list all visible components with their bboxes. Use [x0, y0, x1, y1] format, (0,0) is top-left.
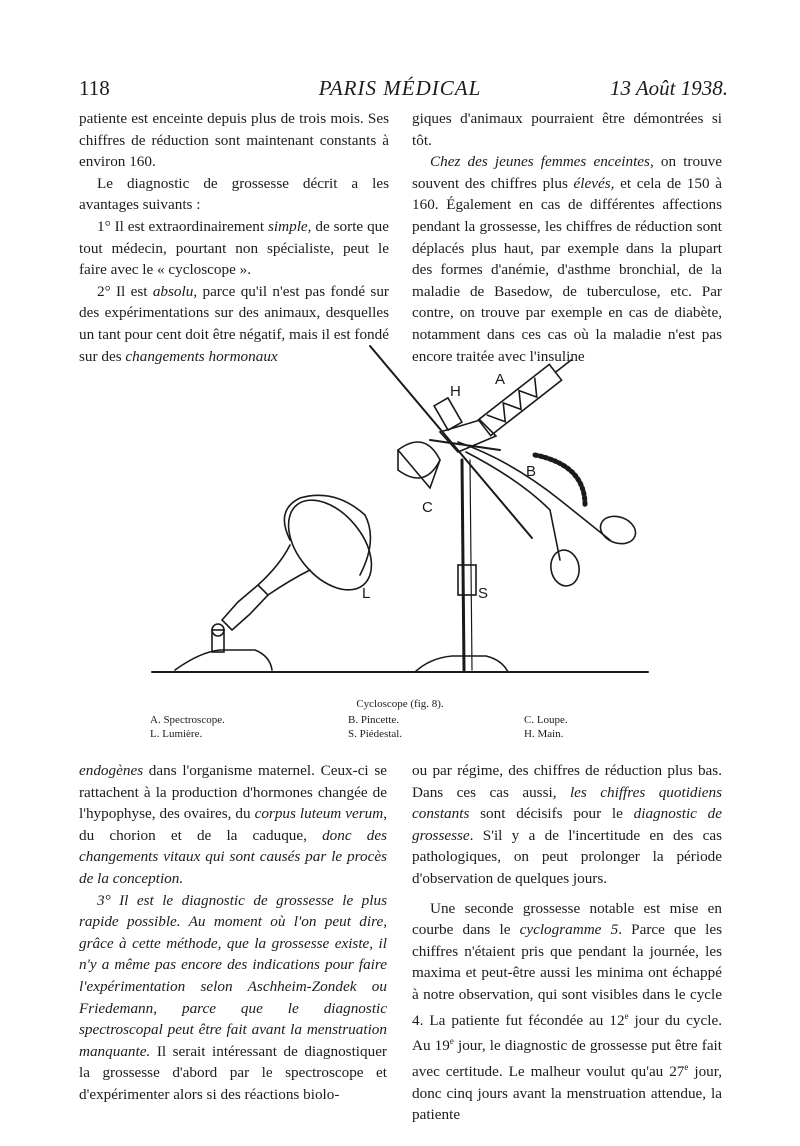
legend-l: L. Lumière.	[150, 728, 203, 740]
paragraph: patiente est enceinte depuis plus de trois mois. Ses chiffres de réduction sont maintenant constants à environ 160.	[79, 110, 389, 171]
lamp-neck	[222, 585, 268, 630]
label-s: S	[478, 585, 489, 602]
lamp-bulb	[258, 545, 290, 585]
paragraph: Chez des jeunes femmes enceintes, on trouve souvent des chiffres plus élevés, et cela de 150 à 160. Également en cas de différentes affections pendant la grossesse, les chiffres de réduction sont déplacés plus haut, par exemple dans la plupart des formes d'anémie, d'asthme bronchial, de la maladie de Basedow, de tuberculose, etc. Par contre, on trouve par exemple en cas de diabète, notamment dans ces cas où la maladie n'est pas encore traitée avec l'insuline	[412, 153, 722, 365]
bottom-right-column	[412, 760, 722, 1126]
page-number: 118	[79, 76, 110, 100]
cycloscope-figure	[140, 340, 660, 680]
paragraph: Une seconde grossesse notable est mise en courbe dans le cyclogramme 5. Parce que les chiffres n'étaient pris que pendant la journée, les maxima et peut-être aussi les minima ont échappé à notre observation, qui sont visibles dans le cycle 4. La patiente fut fécondée au 12e jour du cycle. Au 19e jour, le diagnostic de grossesse put être fait avec certitude. Le malheur voulut qu'au 27e jour, donc cinq jours avant la menstruation attendue, la patiente	[412, 899, 722, 1124]
legend-b: B. Pincette.	[348, 714, 400, 726]
pedestal-foot	[415, 656, 508, 672]
paragraph: Le diagnostic de grossesse décrit a les avantages suivants :	[79, 174, 389, 214]
bottom-left-column	[79, 760, 387, 1106]
loupe	[398, 442, 440, 478]
legend-h: H. Main.	[524, 728, 564, 740]
hand-holder	[434, 398, 462, 430]
legend-s: S. Piédestal.	[348, 728, 403, 740]
paragraph: 3° Il est le diagnostic de grossesse le plus rapide possible. Au moment où l'on peut dire, grâce à cette méthode, que la grossesse existe, il n'y a même pas encore des indications pour faire l'expérimentation selon Aschheim-Zondek ou Friedemann, parce que le diagnostic spectroscopal peut être fait avant la menstruation manquante. Il serait intéressant de diagnostiquer la grossesse d'abord par le spectroscope et d'expérimenter alors si des réactions biolo-	[79, 891, 387, 1103]
label-c: C	[422, 499, 433, 516]
finger-ring-2	[548, 548, 582, 588]
journal-title: PARIS MÉDICAL	[318, 76, 482, 100]
paragraph: endogènes dans l'organisme maternel. Ceux-ci se rattachent à la production d'hormones changée de l'hypophyse, des ovaires, du corpus luteum verum, du chorion et de la caduque, donc des changements vitaux qui sont causés par le procès de la conception.	[79, 762, 387, 887]
paragraph: giques d'animaux pourraient être démontrées si tôt.	[412, 110, 722, 149]
paragraph: 1° Il est extraordinairement simple, de sorte que tout médecin, pourtant non spécialiste, peut le faire avec le « cycloscope ».	[79, 217, 389, 279]
top-left-column	[79, 108, 389, 367]
legend-a: A. Spectroscope.	[150, 714, 225, 726]
spectroscope	[478, 352, 577, 435]
issue-date: 13 Août 1938.	[609, 76, 728, 100]
top-right-column	[412, 108, 722, 367]
figure-caption-title: Cycloscope (fig. 8).	[356, 698, 444, 710]
label-l: L	[362, 585, 371, 602]
label-h: H	[450, 383, 461, 400]
label-b: B	[526, 463, 537, 480]
lamp-base	[175, 650, 272, 670]
legend-c: C. Loupe.	[524, 714, 568, 726]
paragraph: ou par régime, des chiffres de réduction plus bas. Dans ces cas aussi, les chiffres quotidiens constants sont décisifs pour le diagnostic de grossesse. S'il y a de l'incertitude en des cas pathologiques, on peut prolonger la période d'observation de quelques jours.	[412, 762, 722, 887]
label-a: A	[495, 371, 506, 388]
scale-arc	[535, 455, 585, 505]
pedestal-clamp	[458, 565, 476, 595]
paragraph: 2° Il est absolu, parce qu'il n'est pas fondé sur des expérimentations sur des animaux, desquelles un tant pour cent doit être négatif, mais il est fondé sur des changements hormonaux	[79, 282, 389, 365]
finger-ring-1	[597, 512, 640, 549]
